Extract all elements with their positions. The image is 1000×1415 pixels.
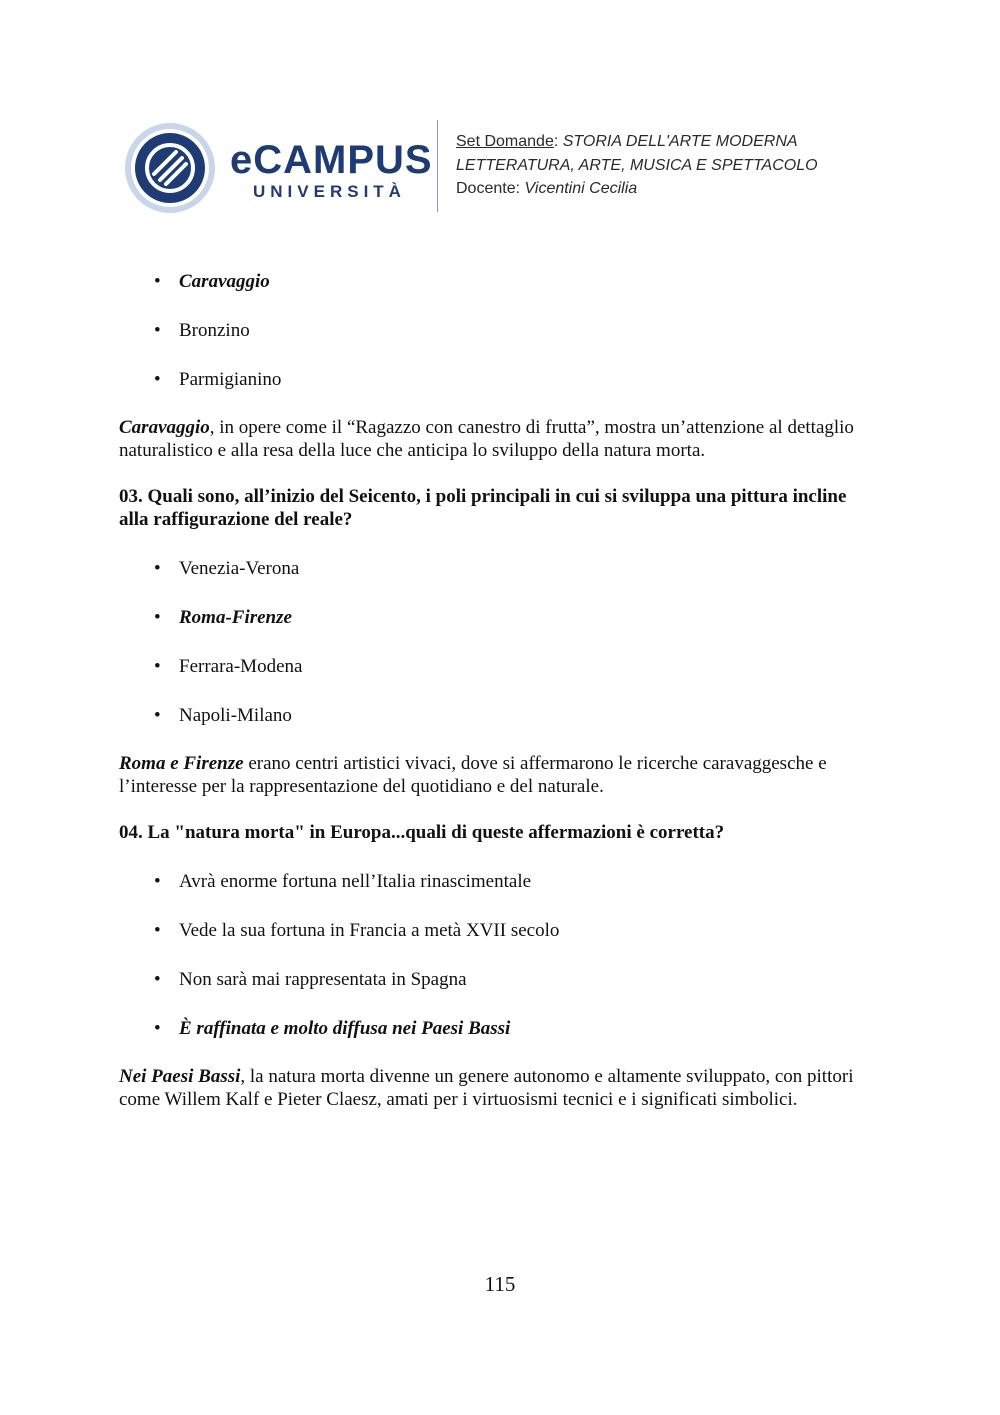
- bullet: •: [154, 705, 161, 726]
- set-line-2: LETTERATURA, ARTE, MUSICA E SPETTACOLO: [456, 156, 818, 174]
- ecampus-logo: [230, 138, 433, 202]
- bullet: •: [154, 1018, 161, 1039]
- header-divider: [437, 120, 438, 212]
- q2-explanation: [119, 416, 879, 462]
- option-text: Bronzino: [179, 320, 250, 341]
- q4-options: [119, 869, 879, 1042]
- set-line: Set Domande: STORIA DELL'ARTE MODERNA: [456, 133, 798, 150]
- option-text: Parmigianino: [179, 369, 282, 390]
- docente-line: [456, 177, 818, 201]
- page-header: [124, 120, 864, 214]
- explanation-text: , in opere come il “Ragazzo con canestro di frutta”, mostra un’attenzione al dettaglio naturalistico e alla resa della luce che anticipa lo sviluppo della natura morta.: [119, 417, 854, 461]
- explanation-keyword: Caravaggio: [119, 417, 210, 438]
- header-info: [456, 130, 818, 201]
- option-text: Venezia-Verona: [179, 558, 300, 579]
- explanation-text: erano centri artistici vivaci, dove si affermarono le ricerche caravaggesche e l’interesse per la rappresentazione del quotidiano e del naturale.: [119, 753, 827, 797]
- option-item: [119, 556, 879, 582]
- q2-options: [119, 269, 879, 393]
- logo-text: eCAMPUS: [230, 138, 433, 182]
- option-item: [119, 967, 879, 993]
- q3-explanation: [119, 752, 879, 798]
- option-text: Caravaggio: [179, 271, 270, 292]
- option-item: [119, 1016, 879, 1042]
- page-number: 115: [484, 1272, 516, 1296]
- q4-explanation: [119, 1065, 879, 1111]
- logo-subtext: UNIVERSITÀ: [253, 182, 406, 201]
- option-item: [119, 869, 879, 895]
- bullet: •: [154, 320, 161, 341]
- q3-options: [119, 556, 879, 729]
- option-item: [119, 654, 879, 680]
- docente-label: Docente:: [456, 180, 521, 197]
- option-text: Napoli-Milano: [179, 705, 292, 726]
- explanation-keyword: Roma e Firenze: [119, 753, 244, 774]
- bullet: •: [154, 607, 161, 628]
- option-item: [119, 605, 879, 631]
- ecampus-emblem-icon: [124, 122, 216, 214]
- option-item: [119, 703, 879, 729]
- option-text: Ferrara-Modena: [179, 656, 303, 677]
- page-content: [119, 269, 879, 1134]
- explanation-text: , la natura morta divenne un genere autonomo e altamente sviluppato, con pittori come Willem Kalf e Pieter Claesz, amati per i virtuosismi tecnici e i significati simbolici.: [119, 1066, 854, 1110]
- bullet: •: [154, 369, 161, 390]
- bullet: •: [154, 656, 161, 677]
- set-value: STORIA DELL'ARTE MODERNA: [562, 133, 798, 150]
- option-text: Non sarà mai rappresentata in Spagna: [179, 969, 467, 990]
- option-item: [119, 918, 879, 944]
- option-item: [119, 269, 879, 295]
- bullet: •: [154, 558, 161, 579]
- option-item: [119, 318, 879, 344]
- option-text: È raffinata e molto diffusa nei Paesi Bassi: [179, 1018, 511, 1039]
- bullet: •: [154, 969, 161, 990]
- bullet: •: [154, 871, 161, 892]
- q4-question: 04. La "natura morta" in Europa...quali di queste affermazioni è corretta?: [119, 822, 725, 843]
- bullet: •: [154, 271, 161, 292]
- explanation-keyword: Nei Paesi Bassi: [119, 1066, 241, 1087]
- option-text: Vede la sua fortuna in Francia a metà XVII secolo: [179, 920, 560, 941]
- option-text: Roma-Firenze: [179, 607, 292, 628]
- q3-question: 03. Quali sono, all’inizio del Seicento, i poli principali in cui si sviluppa una pittura incline alla raffigurazione del reale?: [119, 486, 847, 530]
- docente-value: Vicentini Cecilia: [524, 180, 638, 197]
- option-item: [119, 367, 879, 393]
- set-label: Set Domande: [456, 133, 554, 150]
- bullet: •: [154, 920, 161, 941]
- option-text: Avrà enorme fortuna nell’Italia rinascimentale: [179, 871, 532, 892]
